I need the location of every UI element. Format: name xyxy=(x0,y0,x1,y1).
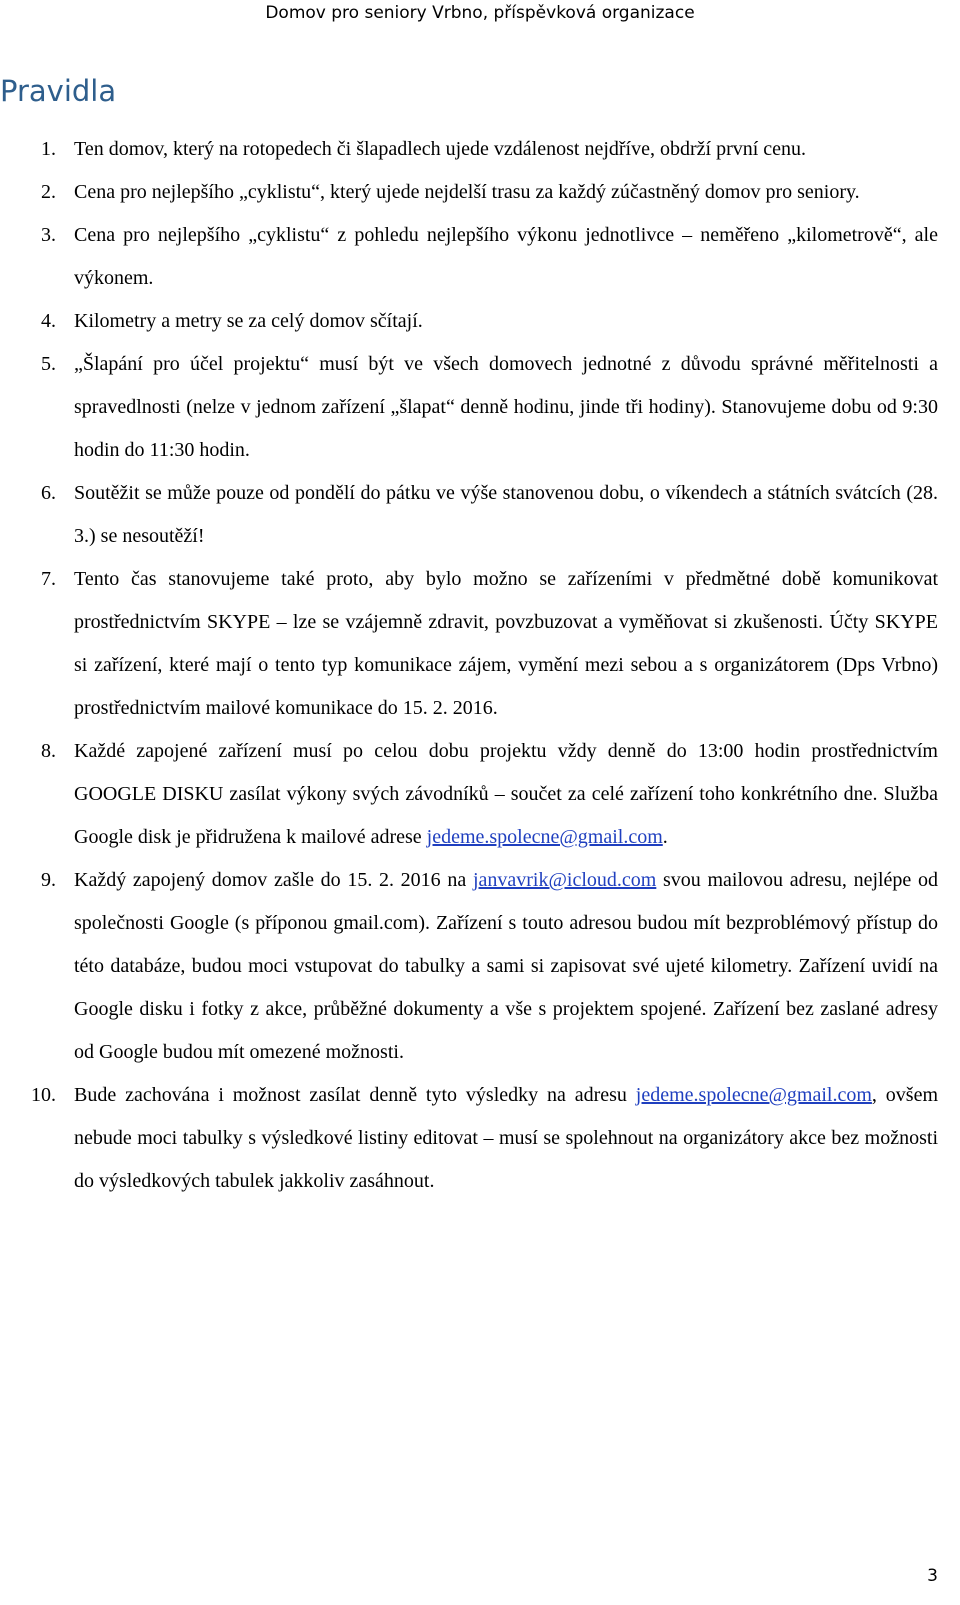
rule-item xyxy=(0,558,938,730)
rule-number: 1. xyxy=(41,138,56,160)
rule-number: 4. xyxy=(41,310,56,332)
page-title: Pravidla xyxy=(0,74,117,108)
rule-text: Cena pro nejlepšího „cyklistu“ z pohledu nejlepšího výkonu jednotlivce – neměřeno „kilometrově“, ale výkonem. xyxy=(74,224,938,289)
rule-number: 3. xyxy=(41,224,56,246)
rule-number: 9. xyxy=(41,869,56,891)
rule-item xyxy=(0,343,938,472)
rule-number: 8. xyxy=(41,740,56,762)
email-link[interactable]: jedeme.spolecne@gmail.com xyxy=(635,1084,872,1106)
rule-number: 5. xyxy=(41,353,56,375)
rule-text: Cena pro nejlepšího „cyklistu“, který ujede nejdelší trasu za každý zúčastněný domov pro seniory. xyxy=(74,181,860,203)
rule-text xyxy=(74,859,938,1074)
rule-text xyxy=(74,1074,938,1203)
rule-text-part: Každé zapojené zařízení musí po celou dobu projektu vždy denně do 13:00 hodin prostřednictvím GOOGLE DISKU zasílat výkony svých závodníků – součet za celé zařízení toho konkrétního dne. Služba Google disk je přidružena k mailové adrese xyxy=(74,740,938,848)
rule-number: 2. xyxy=(41,181,56,203)
page-number: 3 xyxy=(927,1566,938,1586)
rule-text: „Šlapání pro účel projektu“ musí být ve všech domovech jednotné z důvodu správné měřitelnosti a spravedlnosti (nelze v jednom zařízení „šlapat“ denně hodinu, jinde tři hodiny). Stanovujeme dobu od 9:30 hodin do 11:30 hodin. xyxy=(74,353,938,461)
rule-text-part: Bude zachována i možnost zasílat denně tyto výsledky na adresu xyxy=(74,1084,636,1106)
email-link[interactable]: janvavrik@icloud.com xyxy=(472,869,657,891)
rule-item xyxy=(0,171,938,214)
rule-item xyxy=(0,1074,938,1203)
rule-text-part: . xyxy=(662,826,668,848)
rule-text: Kilometry a metry se za celý domov sčítají. xyxy=(74,310,423,332)
page-header: Domov pro seniory Vrbno, příspěvková organizace xyxy=(265,3,695,23)
rule-text: Soutěžit se může pouze od pondělí do pátku ve výše stanovenou dobu, o víkendech a státních svátcích (28. 3.) se nesoutěží! xyxy=(74,482,938,547)
rule-item xyxy=(0,472,938,558)
rule-number: 10. xyxy=(31,1084,56,1106)
email-link[interactable]: jedeme.spolecne@gmail.com xyxy=(426,826,663,848)
rule-number: 6. xyxy=(41,482,56,504)
rule-text-part: svou mailovou adresu, nejlépe od společnosti Google (s příponou gmail.com). Zařízení s touto adresou budou mít bezproblémový přístup do této databáze, budou moci vstupovat do tabulky a sami si zapisovat své ujeté kilometry. Zařízení uvidí na Google disku i fotky z akce, průběžné dokumenty a vše s projektem spojené. Zařízení bez zaslané adresy od Google budou mít omezené možnosti. xyxy=(74,869,938,1063)
rule-text: Ten domov, který na rotopedech či šlapadlech ujede vzdálenost nejdříve, obdrží první cenu. xyxy=(74,138,807,160)
rule-item xyxy=(0,214,938,300)
rule-item xyxy=(0,300,938,343)
rule-item xyxy=(0,730,938,859)
rule-text-part: Každý zapojený domov zašle do 15. 2. 2016 na xyxy=(74,869,473,891)
rules-list xyxy=(0,128,938,1203)
rule-text: Tento čas stanovujeme také proto, aby bylo možno se zařízeními v předmětné době komunikovat prostřednictvím SKYPE – lze se vzájemně zdravit, povzbuzovat a vyměňovat si zkušenosti. Účty SKYPE si zařízení, které mají o tento typ komunikace zájem, vymění mezi sebou a s organizátorem (Dps Vrbno) prostřednictvím mailové komunikace do 15. 2. 2016. xyxy=(74,568,938,719)
rule-item xyxy=(0,859,938,1074)
rule-number: 7. xyxy=(41,568,56,590)
rule-text xyxy=(74,730,938,859)
rule-text-part: , ovšem nebude moci tabulky s výsledkové listiny editovat – musí se spolehnout na organizátory akce bez možnosti do výsledkových tabulek jakkoliv zasáhnout. xyxy=(74,1084,938,1192)
rule-item xyxy=(0,128,938,171)
